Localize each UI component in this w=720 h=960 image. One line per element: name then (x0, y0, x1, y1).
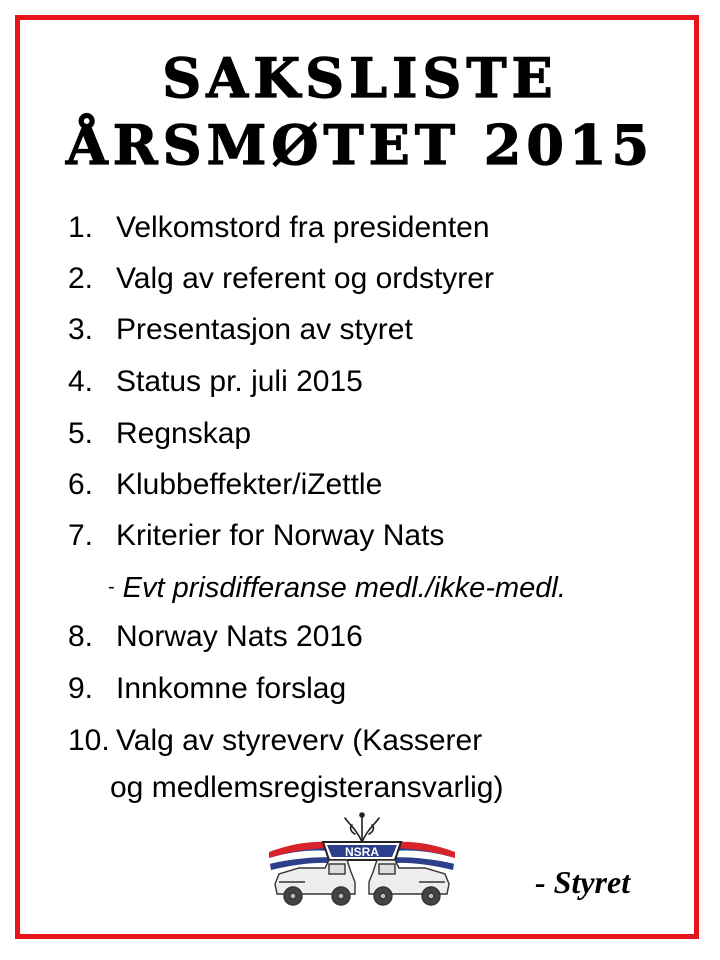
logo-lettering: NSRA (344, 845, 380, 859)
agenda-item-continuation: og medlemsregisteransvarlig) (110, 771, 504, 804)
agenda-item-text: Valg av referent og ordstyrer (116, 262, 494, 295)
title-line-1: SAKSLISTE (162, 46, 558, 110)
title-line-2: ÅRSMØTET 2015 (65, 113, 655, 177)
agenda-item-number: 6. (68, 468, 94, 501)
sub-item-text: Evt prisdifferanse medl./ikke-medl. (122, 572, 566, 604)
agenda-item-text: Presentasjon av styret (116, 313, 413, 346)
agenda-item-text: Kriterier for Norway Nats (116, 519, 445, 552)
agenda-item-number: 1. (68, 211, 94, 244)
agenda-item-text: Status pr. juli 2015 (116, 365, 363, 398)
agenda-item-text: Valg av styreverv (Kasserer (116, 724, 483, 757)
agenda-item-text: Velkomstord fra presidenten (116, 211, 490, 244)
agenda-item-text: Norway Nats 2016 (116, 620, 363, 653)
sub-item-dash: - (108, 576, 115, 598)
agenda-item-number: 2. (68, 262, 94, 295)
agenda-item-number: 9. (68, 672, 94, 705)
agenda-item-number: 4. (68, 365, 94, 398)
agenda-sub-item (108, 574, 566, 603)
agenda-item-number: 10. (68, 724, 110, 757)
nsra-hot-rod-logo-icon (265, 812, 459, 912)
agenda-item-number: 5. (68, 417, 94, 450)
signature-styret: - Styret (535, 864, 631, 900)
agenda-item-text: Innkomne forslag (116, 672, 347, 705)
agenda-item-text: Regnskap (116, 417, 252, 450)
agenda-item-text: Klubbeffekter/iZettle (116, 468, 383, 501)
agenda-item-number: 7. (68, 519, 94, 552)
agenda-item-number: 8. (68, 620, 94, 653)
agenda-item-number: 3. (68, 313, 94, 346)
